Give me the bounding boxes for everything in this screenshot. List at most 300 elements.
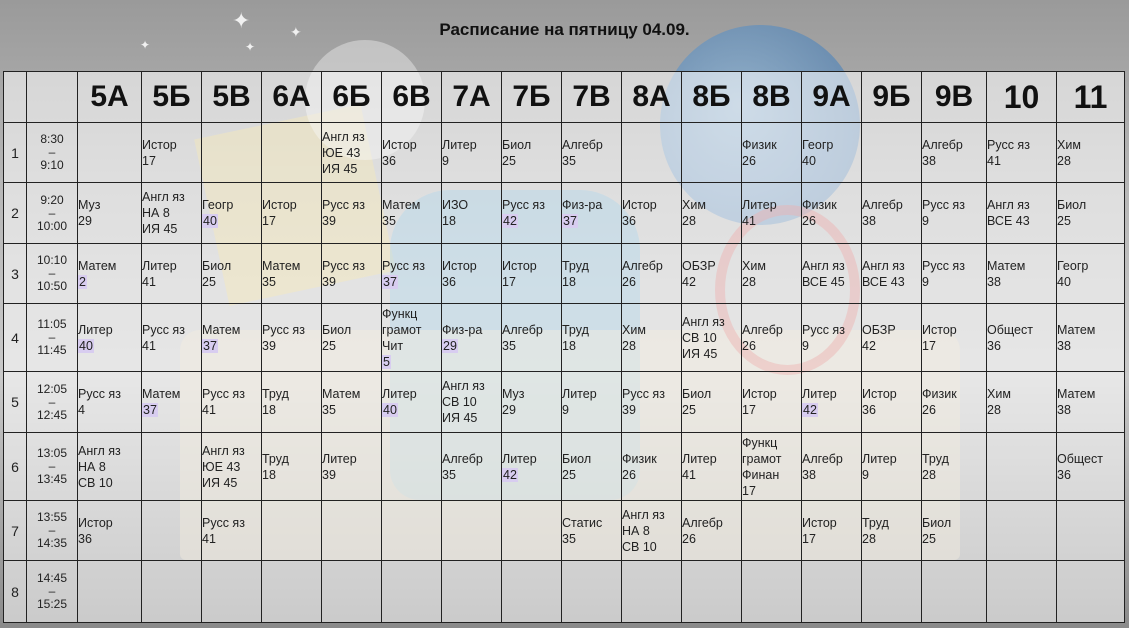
subject-text: Матем — [78, 258, 117, 273]
lesson-cell — [987, 244, 1057, 304]
lesson-cell — [502, 433, 562, 501]
lesson-cell — [742, 372, 802, 433]
subject-text: Англ яз — [202, 443, 245, 458]
subject-text: Истор — [622, 198, 657, 212]
room-number: 9 — [442, 153, 449, 168]
subject-text: грамот — [382, 322, 422, 337]
room-number: 39 — [622, 403, 636, 417]
lesson-cell — [622, 372, 682, 433]
time-line: – — [48, 394, 56, 409]
subject-text: Литер — [382, 387, 417, 401]
lesson-cell — [202, 123, 262, 183]
room-number: 26 — [922, 403, 936, 417]
subject-text: Англ яз — [802, 258, 845, 273]
room-number-highlight: 37 — [563, 214, 577, 228]
lesson-cell — [502, 561, 562, 623]
subject-text: Литер — [442, 137, 477, 152]
room-number: 39 — [322, 214, 336, 228]
subject-text: Истор — [742, 387, 777, 401]
subject-text: Матем — [262, 258, 301, 273]
lesson-cell — [862, 244, 922, 304]
room-number: 28 — [682, 214, 696, 228]
room-number: 40 — [802, 153, 816, 168]
lesson-cell — [622, 561, 682, 623]
lesson-cell — [562, 244, 622, 304]
subject-text: Геогр — [1057, 258, 1089, 273]
lesson-cell — [862, 561, 922, 623]
lesson-cell — [1057, 244, 1125, 304]
lesson-cell — [142, 304, 202, 372]
lesson-cell — [322, 244, 382, 304]
period-time — [27, 304, 78, 372]
lesson-cell — [442, 244, 502, 304]
class-header: 6Б — [322, 72, 382, 123]
room-number-highlight: 42 — [803, 403, 817, 417]
lesson-cell — [382, 501, 442, 561]
room-number: 28 — [1057, 153, 1071, 168]
room-number — [382, 402, 441, 418]
class-header: 5В — [202, 72, 262, 123]
room-number: 29 — [502, 403, 516, 417]
lesson-cell — [562, 183, 622, 244]
subject-text: Матем — [322, 387, 361, 401]
lesson-cell — [622, 433, 682, 501]
period-time — [27, 244, 78, 304]
subject-text: Биол — [562, 451, 592, 466]
lesson-cell — [682, 123, 742, 183]
time-line: 12:45 — [36, 407, 68, 422]
class-header: 5Б — [142, 72, 202, 123]
time-line: 10:10 — [36, 253, 68, 267]
lesson-cell — [1057, 501, 1125, 561]
room-number: 39 — [322, 467, 336, 482]
lesson-cell — [622, 501, 682, 561]
subject-text: Статис — [562, 515, 603, 530]
subject-text: Труд — [562, 322, 589, 337]
lesson-cell — [682, 372, 742, 433]
subject-text: Матем — [202, 322, 241, 337]
room-number: 9 — [862, 467, 869, 482]
room-number: 41 — [202, 531, 216, 546]
period-row — [4, 244, 1125, 304]
subject-text: Геогр — [802, 137, 834, 152]
room-number: 41 — [682, 467, 696, 482]
subject-text: ОБЗР — [682, 258, 716, 273]
subject-text: Литер — [502, 451, 537, 466]
room-number: 35 — [382, 214, 396, 228]
room-number: 18 — [562, 274, 576, 289]
room-number: 35 — [322, 403, 336, 417]
lesson-cell — [922, 372, 987, 433]
subject-text: Литер — [802, 387, 837, 401]
time-line: 12:05 — [36, 381, 68, 396]
lesson-cell — [382, 244, 442, 304]
lesson-cell — [202, 433, 262, 501]
room-number: 40 — [1057, 274, 1071, 289]
room-number: 28 — [987, 403, 1001, 417]
lesson-cell — [987, 501, 1057, 561]
subject-text: ЮЕ 43 — [202, 459, 241, 474]
time-line: 10:50 — [36, 279, 68, 293]
class-header: 10 — [987, 72, 1057, 123]
room-number: 42 — [682, 274, 696, 289]
room-number: 38 — [1057, 403, 1071, 417]
room-number: 25 — [682, 403, 696, 417]
room-number: 36 — [1057, 467, 1071, 482]
lesson-cell — [78, 433, 142, 501]
subject-text: Матем — [987, 258, 1026, 273]
room-number: 41 — [202, 403, 216, 417]
lesson-cell — [1057, 372, 1125, 433]
subject-text: Англ яз — [322, 129, 365, 144]
lesson-cell — [802, 561, 862, 623]
lesson-cell — [562, 561, 622, 623]
subject-text: Литер — [78, 322, 113, 337]
subject-text: Труд — [562, 258, 589, 273]
subject-text: Русс яз — [322, 198, 365, 212]
room-number: 36 — [78, 531, 92, 546]
lesson-cell — [442, 304, 502, 372]
subject-text: ИЗО — [442, 198, 469, 212]
room-number — [382, 274, 441, 290]
room-number: 17 — [142, 153, 156, 168]
subject-text: Труд — [922, 451, 949, 466]
subject-text: Функц — [382, 306, 418, 321]
lesson-cell — [987, 304, 1057, 372]
room-number: 25 — [1057, 214, 1071, 228]
lesson-cell — [562, 304, 622, 372]
time-line: 14:35 — [36, 536, 68, 550]
subject-text: Алгебр — [862, 198, 903, 212]
subject-text: Биол — [322, 322, 352, 337]
subject-text: Литер — [322, 451, 357, 466]
lesson-cell — [502, 372, 562, 433]
lesson-cell — [322, 123, 382, 183]
subject-text: Англ яз — [622, 507, 665, 522]
lesson-cell — [202, 372, 262, 433]
room-number: 17 — [742, 403, 756, 417]
lesson-cell — [622, 123, 682, 183]
room-number: ИЯ 45 — [442, 411, 478, 425]
subject-text: Биол — [502, 137, 532, 152]
subject-text: Русс яз — [202, 387, 245, 401]
lesson-cell — [1057, 123, 1125, 183]
subject-text: Истор — [142, 137, 177, 152]
room-number: 25 — [202, 274, 216, 289]
room-number-highlight: 42 — [503, 214, 517, 228]
room-number-highlight: 37 — [203, 338, 217, 353]
time-line: – — [48, 459, 56, 473]
corner-cell — [4, 72, 27, 123]
room-number: 26 — [742, 153, 756, 168]
subject-text: Русс яз — [922, 258, 965, 273]
room-number: 25 — [322, 338, 336, 353]
lesson-cell — [322, 561, 382, 623]
time-line: – — [48, 330, 56, 344]
room-number — [142, 402, 201, 418]
room-number: 36 — [987, 338, 1001, 353]
room-number — [78, 338, 141, 354]
period-row — [4, 501, 1125, 561]
subject-text: Истор — [262, 198, 297, 212]
subject-text: Литер — [142, 258, 177, 273]
room-number: 18 — [262, 403, 276, 417]
lesson-cell — [382, 433, 442, 501]
room-number — [442, 338, 501, 354]
room-number: ИЯ 45 — [682, 346, 718, 361]
lesson-cell — [622, 304, 682, 372]
subject-text: Русс яз — [987, 137, 1030, 152]
subject-text: Истор — [922, 322, 957, 337]
room-number: 17 — [502, 274, 516, 289]
period-time — [27, 561, 78, 623]
room-number — [502, 467, 561, 483]
lesson-cell — [322, 501, 382, 561]
room-number: 35 — [442, 467, 456, 482]
class-header: 5А — [78, 72, 142, 123]
period-row — [4, 123, 1125, 183]
lesson-cell — [262, 561, 322, 623]
room-number: 28 — [862, 531, 876, 546]
room-number: ИЯ 45 — [202, 475, 238, 490]
period-row — [4, 304, 1125, 372]
subject-text: Литер — [682, 451, 717, 466]
subject-text: Русс яз — [262, 322, 305, 337]
room-number-highlight: 29 — [443, 338, 457, 353]
class-header: 7Б — [502, 72, 562, 123]
room-number: 26 — [682, 531, 696, 546]
lesson-cell — [742, 244, 802, 304]
lesson-cell — [742, 123, 802, 183]
lesson-cell — [862, 183, 922, 244]
lesson-cell — [142, 183, 202, 244]
subject-text: Литер — [562, 387, 597, 401]
subject-text: Хим — [987, 387, 1011, 401]
subject-text: Физик — [922, 387, 957, 401]
lesson-cell — [862, 372, 922, 433]
room-number: ВСЕ 43 — [862, 274, 905, 289]
room-number: 29 — [78, 214, 92, 228]
period-time — [27, 123, 78, 183]
room-number: 35 — [562, 531, 576, 546]
room-number: 9 — [922, 274, 929, 289]
subject-text: Алгебр — [562, 137, 603, 152]
lesson-cell — [262, 123, 322, 183]
subject-text: Физик — [802, 198, 837, 212]
room-number-highlight: 40 — [79, 338, 93, 353]
room-number: 26 — [742, 338, 756, 353]
lesson-cell — [622, 183, 682, 244]
period-number: 8 — [4, 561, 27, 623]
lesson-cell — [562, 433, 622, 501]
room-number: 17 — [742, 483, 756, 498]
lesson-cell — [262, 244, 322, 304]
room-number-highlight: 37 — [383, 274, 397, 289]
lesson-cell — [922, 433, 987, 501]
subject-text: Матем — [1057, 322, 1096, 337]
schedule-table — [3, 71, 1125, 623]
lesson-cell — [262, 304, 322, 372]
room-number: СВ 10 — [78, 475, 113, 490]
room-number-highlight: 40 — [383, 403, 397, 417]
lesson-cell — [442, 561, 502, 623]
class-header: 8Б — [682, 72, 742, 123]
room-number-highlight: 5 — [383, 354, 390, 369]
lesson-cell — [682, 244, 742, 304]
subject-text: Истор — [802, 515, 837, 530]
class-header: 7В — [562, 72, 622, 123]
lesson-cell — [142, 433, 202, 501]
lesson-cell — [987, 433, 1057, 501]
room-number: 25 — [562, 467, 576, 482]
period-number: 4 — [4, 304, 27, 372]
subject-text: Англ яз — [987, 198, 1030, 212]
lesson-cell — [682, 501, 742, 561]
class-header: 9А — [802, 72, 862, 123]
period-row — [4, 183, 1125, 244]
subject-text: Литер — [742, 198, 777, 212]
room-number: ИЯ 45 — [322, 161, 358, 176]
lesson-cell — [502, 501, 562, 561]
star-icon: ✦ — [232, 8, 251, 33]
room-number: ИЯ 45 — [142, 222, 178, 236]
lesson-cell — [202, 304, 262, 372]
room-number: СВ 10 — [622, 539, 657, 554]
subject-text: Англ яз — [862, 258, 905, 273]
period-number: 6 — [4, 433, 27, 501]
lesson-cell — [742, 304, 802, 372]
room-number: 41 — [987, 153, 1001, 168]
subject-text: НА 8 — [142, 206, 170, 220]
lesson-cell — [562, 372, 622, 433]
period-number: 7 — [4, 501, 27, 561]
period-number: 5 — [4, 372, 27, 433]
lesson-cell — [142, 244, 202, 304]
room-number: 9 — [802, 338, 809, 353]
lesson-cell — [502, 244, 562, 304]
subject-text: Матем — [1057, 387, 1096, 401]
class-header: 6В — [382, 72, 442, 123]
class-header: 8А — [622, 72, 682, 123]
subject-text: Русс яз — [922, 198, 965, 212]
subject-text: Русс яз — [502, 198, 545, 212]
subject-text: Хим — [622, 322, 646, 337]
period-number: 3 — [4, 244, 27, 304]
lesson-cell — [502, 183, 562, 244]
time-line: – — [48, 523, 56, 537]
time-line: 15:25 — [36, 597, 68, 611]
lesson-cell — [78, 501, 142, 561]
lesson-cell — [622, 244, 682, 304]
lesson-cell — [442, 123, 502, 183]
star-icon: ✦ — [245, 40, 256, 54]
subject-text: Литер — [862, 451, 897, 466]
subject-text: Чит — [382, 338, 404, 353]
star-icon: ✦ — [140, 38, 151, 52]
lesson-cell — [142, 372, 202, 433]
subject-text: Труд — [262, 387, 289, 401]
room-number: 26 — [622, 467, 636, 482]
class-header: 9Б — [862, 72, 922, 123]
lesson-cell — [382, 183, 442, 244]
page-title: Расписание на пятницу 04.09. — [439, 20, 690, 39]
lesson-cell — [78, 183, 142, 244]
subject-text: Русс яз — [622, 387, 665, 401]
lesson-cell — [202, 183, 262, 244]
lesson-cell — [802, 244, 862, 304]
subject-text: Общест — [1057, 451, 1103, 466]
room-number: 38 — [802, 467, 816, 482]
lesson-cell — [862, 501, 922, 561]
lesson-cell — [502, 123, 562, 183]
lesson-cell — [562, 501, 622, 561]
lesson-cell — [802, 501, 862, 561]
lesson-cell — [382, 561, 442, 623]
lesson-cell — [742, 561, 802, 623]
subject-text: СВ 10 — [682, 330, 717, 345]
lesson-cell — [742, 433, 802, 501]
lesson-cell — [142, 123, 202, 183]
subject-text: Истор — [442, 258, 477, 273]
lesson-cell — [78, 304, 142, 372]
room-number: 35 — [562, 153, 576, 168]
lesson-cell — [442, 372, 502, 433]
room-number — [78, 274, 141, 290]
room-number: 36 — [862, 403, 876, 417]
time-line: 9:10 — [40, 158, 64, 172]
subject-text: Русс яз — [202, 515, 245, 530]
room-number: 38 — [922, 153, 936, 168]
subject-text: Общест — [987, 322, 1033, 337]
subject-text: Геогр — [202, 198, 234, 212]
subject-text: Физ-ра — [442, 322, 483, 337]
lesson-cell — [78, 244, 142, 304]
time-line: 13:45 — [36, 472, 68, 486]
lesson-cell — [262, 372, 322, 433]
room-number: 28 — [922, 467, 936, 482]
lesson-cell — [922, 501, 987, 561]
subject-text: Физ-ра — [562, 198, 603, 212]
subject-text: Матем — [142, 387, 181, 401]
period-row — [4, 561, 1125, 623]
room-number: ВСЕ 43 — [987, 214, 1030, 228]
subject-text: Хим — [742, 258, 766, 273]
subject-text: НА 8 — [78, 459, 106, 474]
lesson-cell — [922, 304, 987, 372]
lesson-cell — [322, 433, 382, 501]
class-header: 6А — [262, 72, 322, 123]
lesson-cell — [987, 561, 1057, 623]
lesson-cell — [802, 304, 862, 372]
lesson-cell — [322, 304, 382, 372]
room-number: 17 — [262, 214, 276, 228]
lesson-cell — [742, 183, 802, 244]
subject-text: СВ 10 — [442, 395, 477, 409]
lesson-cell — [142, 501, 202, 561]
room-number: 28 — [742, 274, 756, 289]
period-time — [27, 372, 78, 433]
corner-cell — [27, 72, 78, 123]
room-number: 9 — [562, 403, 569, 417]
lesson-cell — [262, 183, 322, 244]
subject-text: Русс яз — [802, 322, 845, 337]
lesson-cell — [78, 123, 142, 183]
room-number: 17 — [802, 531, 816, 546]
lesson-cell — [802, 372, 862, 433]
lesson-cell — [682, 183, 742, 244]
subject-text: Истор — [382, 137, 417, 152]
room-number: 4 — [78, 403, 85, 417]
